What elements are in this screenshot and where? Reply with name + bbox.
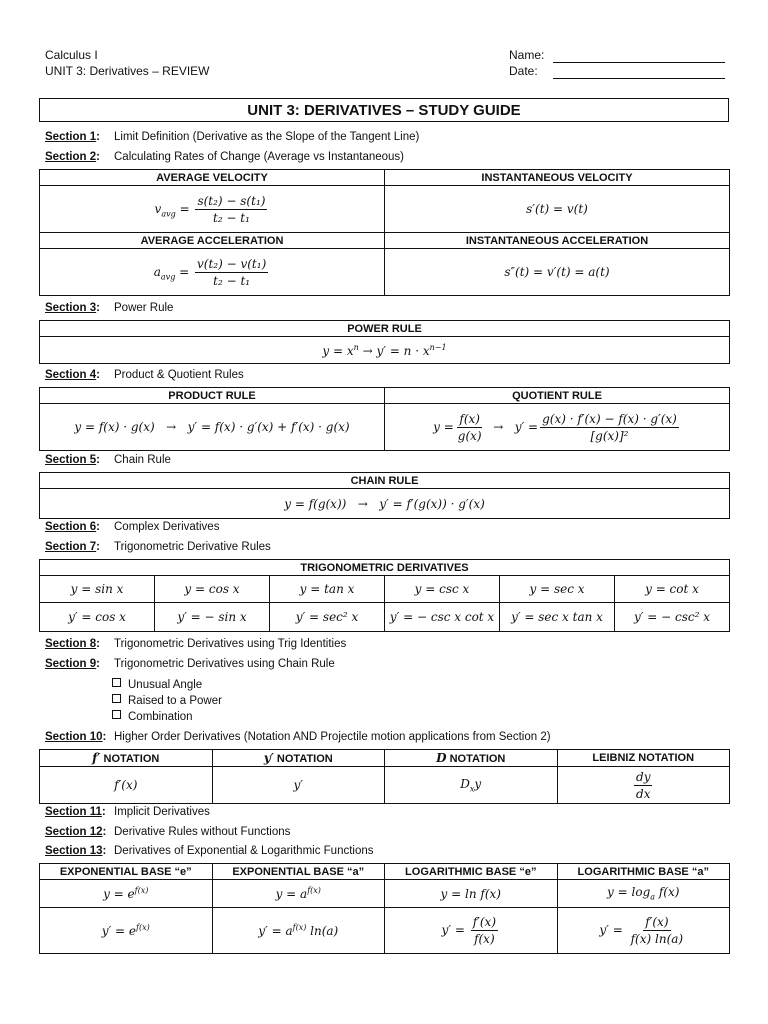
product-rule-formula: y = f(x) · g(x) → y′ = f(x) · g′(x) + f′(x) · g(x) bbox=[40, 404, 385, 451]
avg-acceleration-header: AVERAGE ACCELERATION bbox=[40, 233, 385, 249]
trig-function-cot: y = cot x bbox=[615, 576, 730, 603]
date-label: Date: bbox=[509, 64, 538, 78]
d-notation-header: D NOTATION bbox=[385, 750, 558, 767]
section-8: Section 8: Trigonometric Derivatives using Trig Identities bbox=[45, 638, 347, 650]
exp-log-table bbox=[39, 863, 730, 954]
course-name: Calculus I bbox=[45, 48, 98, 62]
power-rule-header: POWER RULE bbox=[40, 321, 730, 337]
notation-table bbox=[39, 749, 730, 804]
log-base-a-derivative: y′ = $\frac{f'(x)}{f(x) \ln(a)}$ bbox=[557, 908, 730, 954]
trig-derivative-csc: y′ = − csc x cot x bbox=[385, 603, 500, 632]
section-10: Section 10: Higher Order Derivatives (Notation AND Projectile motion applications from Section 2) bbox=[45, 731, 551, 743]
exp-base-e-header: EXPONENTIAL BASE “e” bbox=[40, 864, 213, 880]
exp-base-a-function: $y = a^{f(x)}$ bbox=[212, 880, 385, 908]
section-2: Section 2: Calculating Rates of Change (Average vs Instantaneous) bbox=[45, 151, 405, 163]
section-9: Section 9: Trigonometric Derivatives using Chain Rule bbox=[45, 658, 335, 670]
inst-acceleration-formula: s″(t) = v′(t) = a(t) bbox=[385, 249, 730, 296]
chain-rule-header: CHAIN RULE bbox=[40, 473, 730, 489]
unit-line: UNIT 3: Derivatives – REVIEW bbox=[45, 64, 210, 78]
inst-acceleration-header: INSTANTANEOUS ACCELERATION bbox=[385, 233, 730, 249]
trig-derivatives-table bbox=[39, 559, 730, 632]
checkbox-icon[interactable] bbox=[112, 678, 121, 687]
avg-velocity-formula: $v_{avg}$ = $\frac{\text{s(t₂) − s(t₁)}}{\text{t₂ − t₁}}$ bbox=[40, 186, 385, 233]
exp-base-a-header: EXPONENTIAL BASE “a” bbox=[212, 864, 385, 880]
trig-derivative-tan: y′ = sec² x bbox=[270, 603, 385, 632]
trig-derivative-sec: y′ = sec x tan x bbox=[500, 603, 615, 632]
section-11: Section 11: Implicit Derivatives bbox=[45, 806, 210, 818]
y-prime-notation-header: y′ NOTATION bbox=[212, 750, 385, 767]
quotient-rule-header: QUOTIENT RULE bbox=[385, 388, 730, 404]
rates-of-change-table bbox=[39, 169, 730, 296]
course-header bbox=[45, 47, 209, 79]
section-5: Section 5: Chain Rule bbox=[45, 454, 171, 466]
trig-derivatives-header: TRIGONOMETRIC DERIVATIVES bbox=[40, 560, 730, 576]
name-blank-line bbox=[553, 49, 725, 63]
log-base-e-header: LOGARITHMIC BASE “e” bbox=[385, 864, 558, 880]
section-12: Section 12: Derivative Rules without Functions bbox=[45, 826, 291, 838]
inst-velocity-header: INSTANTANEOUS VELOCITY bbox=[385, 170, 730, 186]
date-blank-line bbox=[553, 65, 725, 79]
inst-velocity-formula: s′(t) = v(t) bbox=[385, 186, 730, 233]
section-13: Section 13: Derivatives of Exponential & Logarithmic Functions bbox=[45, 845, 374, 857]
checkbox-icon[interactable] bbox=[112, 710, 121, 719]
avg-velocity-header: AVERAGE VELOCITY bbox=[40, 170, 385, 186]
section-7: Section 7: Trigonometric Derivative Rules bbox=[45, 541, 271, 553]
option-unusual-angle[interactable]: Unusual Angle bbox=[112, 678, 202, 692]
product-rule-header: PRODUCT RULE bbox=[40, 388, 385, 404]
trig-derivative-sin: y′ = cos x bbox=[40, 603, 155, 632]
log-base-a-header: LOGARITHMIC BASE “a” bbox=[557, 864, 730, 880]
name-label: Name: bbox=[509, 48, 545, 62]
trig-function-sin: y = sin x bbox=[40, 576, 155, 603]
chain-rule-table bbox=[39, 472, 730, 519]
avg-acceleration-formula: $a_{avg}$ = $\frac{\text{v(t₂) − v(t₁)}}{\text{t₂ − t₁}}$ bbox=[40, 249, 385, 296]
trig-function-sec: y = sec x bbox=[500, 576, 615, 603]
f-prime-notation-value: f′(x) bbox=[40, 767, 213, 804]
power-rule-table bbox=[39, 320, 730, 364]
section-6: Section 6: Complex Derivatives bbox=[45, 521, 220, 533]
option-combination[interactable]: Combination bbox=[112, 710, 193, 724]
trig-derivative-cot: y′ = − csc² x bbox=[615, 603, 730, 632]
leibniz-notation-header: LEIBNIZ NOTATION bbox=[557, 750, 730, 767]
name-date-block bbox=[509, 47, 725, 79]
trig-derivative-cos: y′ = − sin x bbox=[155, 603, 270, 632]
study-guide-title: UNIT 3: DERIVATIVES – STUDY GUIDE bbox=[39, 98, 729, 122]
section-4: Section 4: Product & Quotient Rules bbox=[45, 369, 244, 381]
option-raised-to-power[interactable]: Raised to a Power bbox=[112, 694, 222, 708]
section-1: Section 1: Limit Definition (Derivative as the Slope of the Tangent Line) bbox=[45, 131, 420, 143]
product-quotient-table bbox=[39, 387, 730, 451]
trig-function-csc: y = csc x bbox=[385, 576, 500, 603]
d-notation-value: $D_xy$ bbox=[385, 767, 558, 804]
exp-base-a-derivative: $y' = a^{f(x)}$ ln(a) bbox=[212, 908, 385, 954]
trig-function-cos: y = cos x bbox=[155, 576, 270, 603]
checkbox-icon[interactable] bbox=[112, 694, 121, 703]
exp-base-e-derivative: $y' = e^{f(x)}$ bbox=[40, 908, 213, 954]
trig-function-tan: y = tan x bbox=[270, 576, 385, 603]
section-3: Section 3: Power Rule bbox=[45, 302, 174, 314]
log-base-e-derivative: y′ = $\frac{f'(x)}{f(x)}$ bbox=[385, 908, 558, 954]
log-base-e-function: y = ln f(x) bbox=[385, 880, 558, 908]
chain-rule-formula: y = f(g(x)) → y′ = f′(g(x)) · g′(x) bbox=[40, 489, 730, 519]
leibniz-notation-value: $\frac{dy}{dx}$ bbox=[557, 767, 730, 804]
f-prime-notation-header: f′ NOTATION bbox=[40, 750, 213, 767]
quotient-rule-formula: y = $\frac{f(x)}{g(x)}$ → y′ = $\frac{g(x) \cdot f'(x) - f(x) \cdot g'(x)}{\text{[g(x)]²}}$ bbox=[385, 404, 730, 451]
log-base-a-function: $y = \log_a f(x)$ bbox=[557, 880, 730, 908]
y-prime-notation-value: y′ bbox=[212, 767, 385, 804]
power-rule-formula: $y = x^n \to y' = n \cdot x^{n-1}$ bbox=[40, 337, 730, 364]
exp-base-e-function: $y = e^{f(x)}$ bbox=[40, 880, 213, 908]
